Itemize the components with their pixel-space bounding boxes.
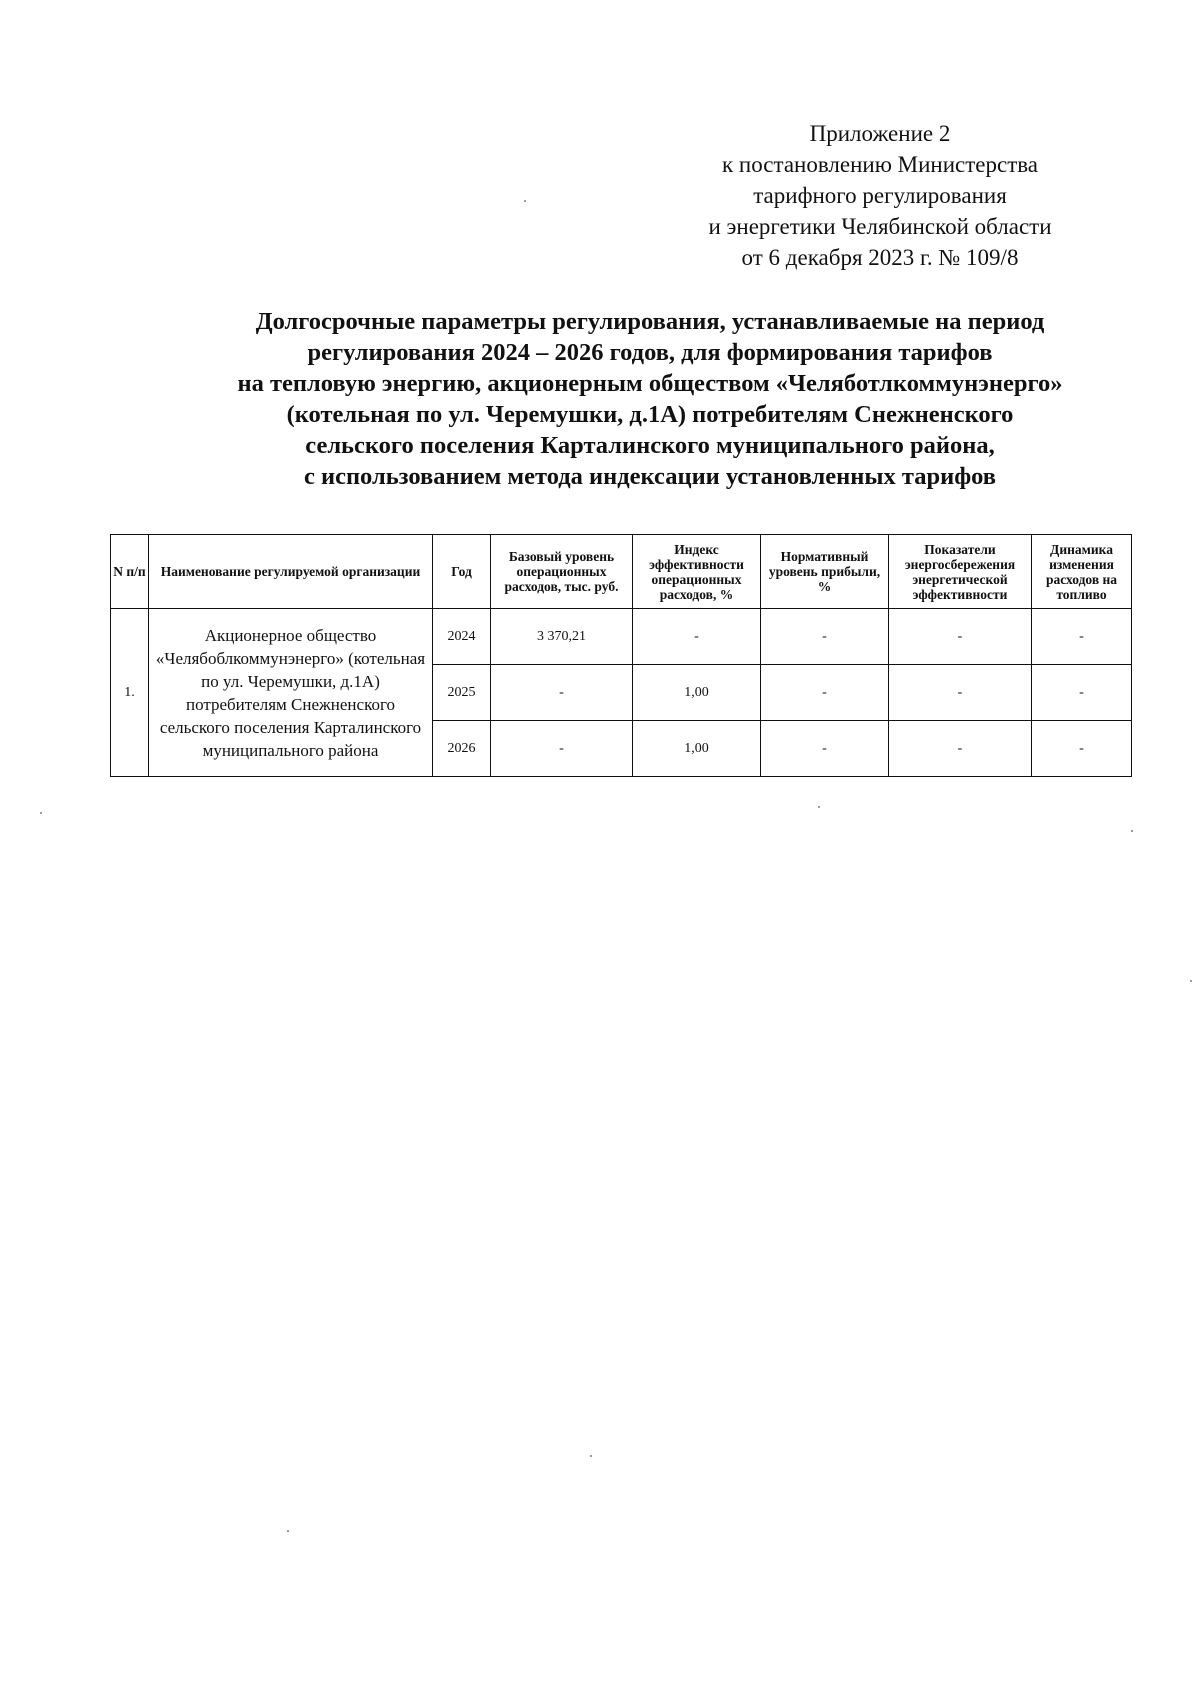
header-fuel-dynamics: Динамика изменения расходов на топливо — [1032, 535, 1132, 609]
title-line: Долгосрочные параметры регулирования, устанавливаемые на период — [255, 308, 1045, 335]
appendix-line: Приложение 2 — [809, 121, 951, 146]
year-cell: 2025 — [433, 665, 491, 721]
header-number: N п/п — [111, 535, 149, 609]
title-line: регулирования 2024 – 2026 годов, для формирования тарифов — [307, 339, 993, 366]
title-line: на тепловую энергию, акционерным обществом «Челяботлкоммунэнерго» — [237, 370, 1063, 397]
year-cell: 2024 — [433, 609, 491, 665]
base-opex-cell: - — [491, 721, 633, 777]
fuel-dynamics-cell: - — [1032, 665, 1132, 721]
appendix-line: тарифного регулирования — [753, 183, 1007, 208]
header-energy-saving: Показатели энергосбережения энергетической эффективности — [889, 535, 1032, 609]
organization-name: Акционерное общество «Челябоблкоммунэнерго» (котельная по ул. Черемушки, д.1А) потребителям Снежненского сельского поселения Карталинского муниципального района — [149, 609, 433, 777]
energy-saving-cell: - — [889, 609, 1032, 665]
appendix-block — [600, 118, 1160, 273]
fuel-dynamics-cell: - — [1032, 609, 1132, 665]
document-title — [150, 306, 1150, 492]
parameters-table — [110, 534, 1132, 777]
header-efficiency-index: Индекс эффективности операционных расходов, % — [633, 535, 761, 609]
scan-speck — [287, 1530, 289, 1532]
title-line: с использованием метода индексации установленных тарифов — [303, 463, 997, 490]
header-base-opex: Базовый уровень операционных расходов, тыс. руб. — [491, 535, 633, 609]
header-year: Год — [433, 535, 491, 609]
appendix-line: и энергетики Челябинской области — [708, 214, 1052, 239]
fuel-dynamics-cell: - — [1032, 721, 1132, 777]
table-row — [111, 609, 1132, 665]
scan-speck — [1190, 980, 1192, 982]
energy-saving-cell: - — [889, 665, 1032, 721]
year-cell: 2026 — [433, 721, 491, 777]
energy-saving-cell: - — [889, 721, 1032, 777]
profit-level-cell: - — [761, 665, 889, 721]
profit-level-cell: - — [761, 721, 889, 777]
profit-level-cell: - — [761, 609, 889, 665]
row-number: 1. — [111, 609, 149, 777]
efficiency-index-cell: 1,00 — [633, 721, 761, 777]
base-opex-cell: - — [491, 665, 633, 721]
header-profit-level: Нормативный уровень прибыли, % — [761, 535, 889, 609]
scan-speck — [590, 1455, 592, 1457]
table-header-row — [111, 535, 1132, 609]
title-line: (котельная по ул. Черемушки, д.1А) потребителям Снежненского — [286, 401, 1014, 428]
appendix-line: к постановлению Министерства — [721, 152, 1039, 177]
scan-speck — [40, 812, 42, 814]
scan-speck — [524, 200, 526, 202]
appendix-line: от 6 декабря 2023 г. № 109/8 — [741, 245, 1019, 270]
efficiency-index-cell: 1,00 — [633, 665, 761, 721]
title-line: сельского поселения Карталинского муниципального района, — [305, 432, 995, 459]
header-organization: Наименование регулируемой организации — [149, 535, 433, 609]
efficiency-index-cell: - — [633, 609, 761, 665]
scan-speck — [818, 806, 820, 808]
scan-speck — [1131, 830, 1133, 832]
base-opex-cell: 3 370,21 — [491, 609, 633, 665]
